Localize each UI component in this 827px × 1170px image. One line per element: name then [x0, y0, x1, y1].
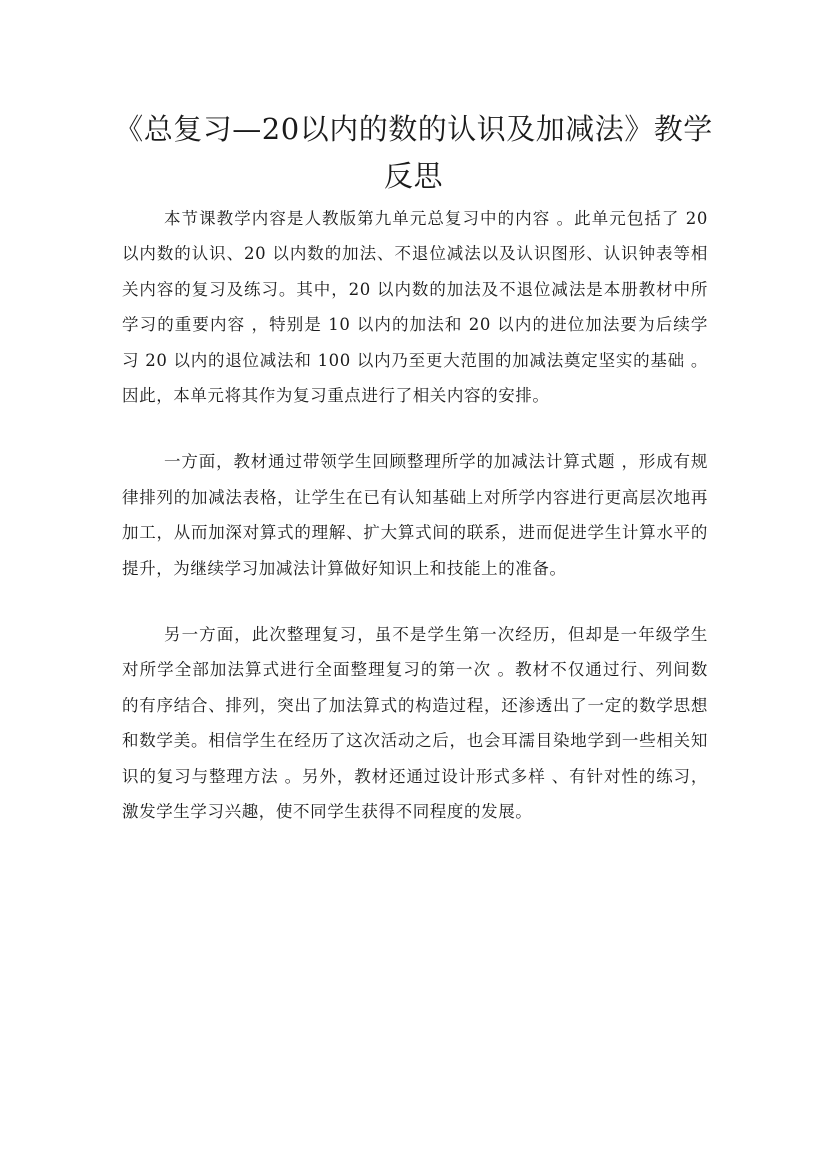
document-title: 《总复习—20以内的数的认识及加减法》教学反思	[114, 112, 713, 193]
paragraph-2: 一方面，教材通过带领学生回顾整理所学的加减法计算式题 ，形成有规律排列的加减法表格，让学生在已有认知基础上对所学内容进行更高层次地再加工，从而加深对算式的理解、扩大算式间的联系，进而促进学生计算水平的提升，为继续学习加减法计算做好知识上和技能上的准备。	[122, 452, 708, 578]
paragraph-3: 另一方面，此次整理复习，虽不是学生第一次经历，但却是一年级学生对所学全部加法算式进行全面整理复习的第一次 。教材不仅通过行、列间数的有序结合、排列，突出了加法算式的构造过程，还渗透出了一定的数学思想和数学美。相信学生在经历了这次活动之后，也会耳濡目染地学到一些相关知识的复习与整理方法 。另外，教材还通过设计形式多样 、有针对性的练习，激发学生学习兴趣，使不同学生获得不同程度的发展。	[122, 625, 708, 822]
paragraph-1: 本节课教学内容是人教版第九单元总复习中的内容 。此单元包括了 20 以内数的认识、20 以内数的加法、不退位减法以及认识图形、认识钟表等相关内容的复习及练习。其中，20 以内数的加法及不退位减法是本册教材中所学习的重要内容 ，特别是 10 以内的加法和 20 以内的进位加法要为后续学习 20 以内的退位减法和 100 以内乃至更大范围的加减法奠定坚实的基础 。因此，本单元将其作为复习重点进行了相关内容的安排。	[122, 209, 708, 406]
document-body	[122, 201, 708, 861]
